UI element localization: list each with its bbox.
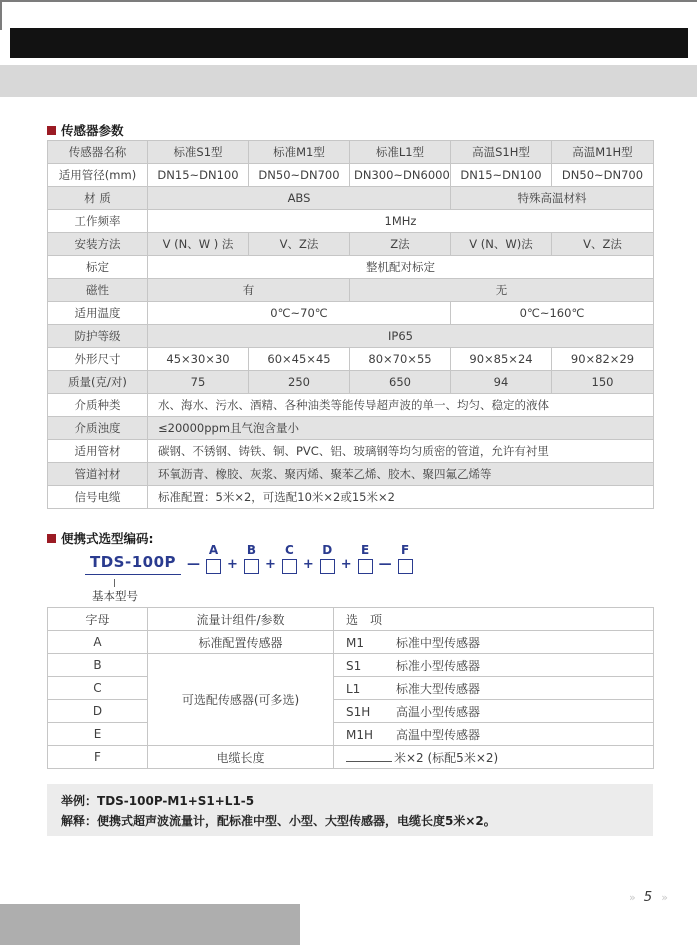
option-code: L1	[346, 681, 361, 696]
table-row	[48, 463, 654, 486]
letter-cell: E	[48, 723, 148, 746]
table-row	[48, 677, 654, 700]
row-label: 管道衬材	[48, 463, 148, 486]
code-box-icon	[358, 559, 373, 574]
footer-gray-bar	[0, 904, 300, 945]
table-cell: 1MHz	[148, 210, 654, 233]
option-desc: 标准大型传感器	[396, 681, 481, 696]
coding-table-header-row	[48, 608, 654, 631]
code-box-icon	[206, 559, 221, 574]
option-cell	[334, 631, 654, 654]
page-top-rule	[0, 0, 697, 2]
letter-cell: B	[48, 654, 148, 677]
row-label: 安装方法	[48, 233, 148, 256]
table-row	[48, 187, 654, 210]
row-label: 信号电缆	[48, 486, 148, 509]
example-line	[61, 791, 639, 811]
plus-separator: +	[302, 557, 314, 572]
table-row	[48, 256, 654, 279]
table-row	[48, 325, 654, 348]
table-cell: 75	[148, 371, 249, 394]
table-row	[48, 440, 654, 463]
table-row	[48, 233, 654, 256]
option-desc: 标准中型传感器	[396, 635, 481, 650]
option-cell	[334, 677, 654, 700]
table-cell: 标准L1型	[350, 141, 451, 164]
model-coding-title: 便携式选型编码:	[61, 531, 154, 546]
table-cell: 90×85×24	[451, 348, 552, 371]
table-row	[48, 700, 654, 723]
table-row	[48, 164, 654, 187]
slot-letter: B	[246, 543, 257, 557]
table-row	[48, 631, 654, 654]
option-code: M1	[346, 635, 364, 650]
component-cell: 可选配传感器(可多选)	[148, 654, 334, 746]
component-cell: 电缆长度	[148, 746, 334, 769]
table-cell: 特殊高温材料	[451, 187, 654, 210]
table-row	[48, 141, 654, 164]
option-desc: 高温小型传感器	[396, 704, 481, 719]
example-label: 举例：	[61, 794, 98, 808]
explanation-line	[61, 811, 639, 831]
row-label: 传感器名称	[48, 141, 148, 164]
table-cell: 650	[350, 371, 451, 394]
red-square-bullet-icon	[47, 126, 56, 135]
example-note	[47, 784, 653, 836]
plus-separator: +	[340, 557, 352, 572]
base-model-label: 基本型号	[92, 589, 138, 603]
coding-table	[47, 607, 654, 769]
example-value: TDS-100P-M1+S1+L1-5	[97, 794, 255, 808]
table-cell: 无	[350, 279, 654, 302]
table-cell: Z法	[350, 233, 451, 256]
slot-letter: E	[361, 543, 370, 557]
code-box-icon	[320, 559, 335, 574]
option-cell	[334, 746, 654, 769]
table-cell: 0℃~70℃	[148, 302, 451, 325]
code-slot-a	[206, 544, 221, 575]
sensor-params-title: 传感器参数	[61, 123, 124, 138]
row-label: 质量(克/对)	[48, 371, 148, 394]
table-row	[48, 210, 654, 233]
option-cell	[334, 700, 654, 723]
option-code: S1	[346, 658, 362, 673]
table-cell: 标准M1型	[249, 141, 350, 164]
plus-separator: +	[264, 557, 276, 572]
table-row	[48, 746, 654, 769]
table-row	[48, 348, 654, 371]
table-cell: V、Z法	[249, 233, 350, 256]
slot-letter: C	[284, 543, 294, 557]
explanation-value: 便携式超声波流量计，配标准中型、小型、大型传感器，电缆长度5米×2。	[97, 814, 496, 828]
table-cell: ABS	[148, 187, 451, 210]
sensor-params-heading	[47, 121, 124, 139]
letter-cell: C	[48, 677, 148, 700]
chevrons-right-icon: »	[661, 890, 667, 904]
option-desc: 高温中型传感器	[396, 727, 481, 742]
component-cell: 标准配置传感器	[148, 631, 334, 654]
row-label: 磁性	[48, 279, 148, 302]
col-header-letter: 字母	[48, 608, 148, 631]
explanation-label: 解释：	[61, 814, 98, 828]
table-cell: V (N、W ) 法	[148, 233, 249, 256]
table-cell: 碳钢、不锈钢、铸铁、铜、PVC、铝、玻璃钢等均匀质密的管道，允许有衬里	[148, 440, 654, 463]
slot-letter: A	[208, 543, 219, 557]
row-label: 外形尺寸	[48, 348, 148, 371]
table-cell: 高温S1H型	[451, 141, 552, 164]
letter-cell: A	[48, 631, 148, 654]
table-cell: DN50~DN700	[552, 164, 654, 187]
table-cell: 0℃~160℃	[451, 302, 654, 325]
row-label: 介质种类	[48, 394, 148, 417]
table-cell: 水、海水、污水、酒精、各种油类等能传导超声波的单一、均匀、稳定的液体	[148, 394, 654, 417]
table-cell: 94	[451, 371, 552, 394]
table-row	[48, 394, 654, 417]
code-slot-c	[282, 544, 297, 575]
page-number: 5	[643, 889, 653, 905]
sensor-params-table	[47, 140, 654, 509]
table-cell: V、Z法	[552, 233, 654, 256]
table-row	[48, 654, 654, 677]
row-label: 介质浊度	[48, 417, 148, 440]
table-cell: 高温M1H型	[552, 141, 654, 164]
option-code: S1H	[346, 704, 371, 719]
table-cell: 标准配置：5米×2，可选配10米×2或15米×2	[148, 486, 654, 509]
col-header-component: 流量计组件/参数	[148, 608, 334, 631]
table-row	[48, 723, 654, 746]
page-left-rule	[0, 0, 2, 30]
table-cell: DN15~DN100	[148, 164, 249, 187]
row-label: 适用管径(mm)	[48, 164, 148, 187]
table-cell: 45×30×30	[148, 348, 249, 371]
table-cell: DN50~DN700	[249, 164, 350, 187]
table-row	[48, 302, 654, 325]
model-code-diagram	[85, 544, 413, 575]
letter-cell: F	[48, 746, 148, 769]
header-black-bar	[10, 28, 688, 58]
code-box-icon	[398, 559, 413, 574]
table-cell: 整机配对标定	[148, 256, 654, 279]
table-cell: 80×70×55	[350, 348, 451, 371]
header-gray-band	[0, 65, 697, 97]
code-box-icon	[244, 559, 259, 574]
table-cell: 60×45×45	[249, 348, 350, 371]
base-model-tick-line	[114, 579, 115, 587]
row-label: 标定	[48, 256, 148, 279]
blank-underline	[346, 750, 392, 762]
slot-letter: F	[401, 543, 410, 557]
sensor-params-table-body	[48, 141, 654, 509]
table-cell: 标准S1型	[148, 141, 249, 164]
table-cell: 有	[148, 279, 350, 302]
table-cell: V (N、W)法	[451, 233, 552, 256]
plus-separator: +	[227, 557, 238, 572]
option-cell	[334, 654, 654, 677]
table-cell: 环氧沥青、橡胶、灰浆、聚丙烯、聚苯乙烯、胶木、聚四氟乙烯等	[148, 463, 654, 486]
dash-separator: —	[378, 557, 392, 572]
chevrons-left-icon: »	[628, 890, 635, 904]
code-slot-e	[358, 544, 373, 575]
table-row	[48, 417, 654, 440]
coding-table-body	[48, 631, 654, 769]
option-cell	[334, 723, 654, 746]
table-row	[48, 486, 654, 509]
row-label: 防护等级	[48, 325, 148, 348]
code-slot-d	[320, 544, 335, 575]
red-square-bullet-icon	[47, 534, 56, 543]
table-cell: 250	[249, 371, 350, 394]
base-model-name: TDS-100P	[85, 553, 181, 575]
code-slot-b	[244, 544, 259, 575]
slot-letter: D	[322, 543, 333, 557]
col-header-option: 选 项	[334, 608, 654, 631]
option-desc: 米×2 (标配5米×2)	[394, 750, 499, 765]
table-cell: ≤20000ppm且气泡含量小	[148, 417, 654, 440]
dash-separator: —	[187, 557, 201, 572]
row-label: 适用温度	[48, 302, 148, 325]
table-cell: IP65	[148, 325, 654, 348]
table-cell: DN300~DN6000	[350, 164, 451, 187]
page-footer	[629, 889, 667, 905]
option-code: M1H	[346, 727, 374, 742]
row-label: 适用管材	[48, 440, 148, 463]
table-row	[48, 279, 654, 302]
table-row	[48, 371, 654, 394]
code-box-icon	[282, 559, 297, 574]
row-label: 材 质	[48, 187, 148, 210]
table-cell: DN15~DN100	[451, 164, 552, 187]
table-cell: 90×82×29	[552, 348, 654, 371]
code-slot-f	[398, 544, 413, 575]
letter-cell: D	[48, 700, 148, 723]
row-label: 工作频率	[48, 210, 148, 233]
option-desc: 标准小型传感器	[396, 658, 481, 673]
table-cell: 150	[552, 371, 654, 394]
